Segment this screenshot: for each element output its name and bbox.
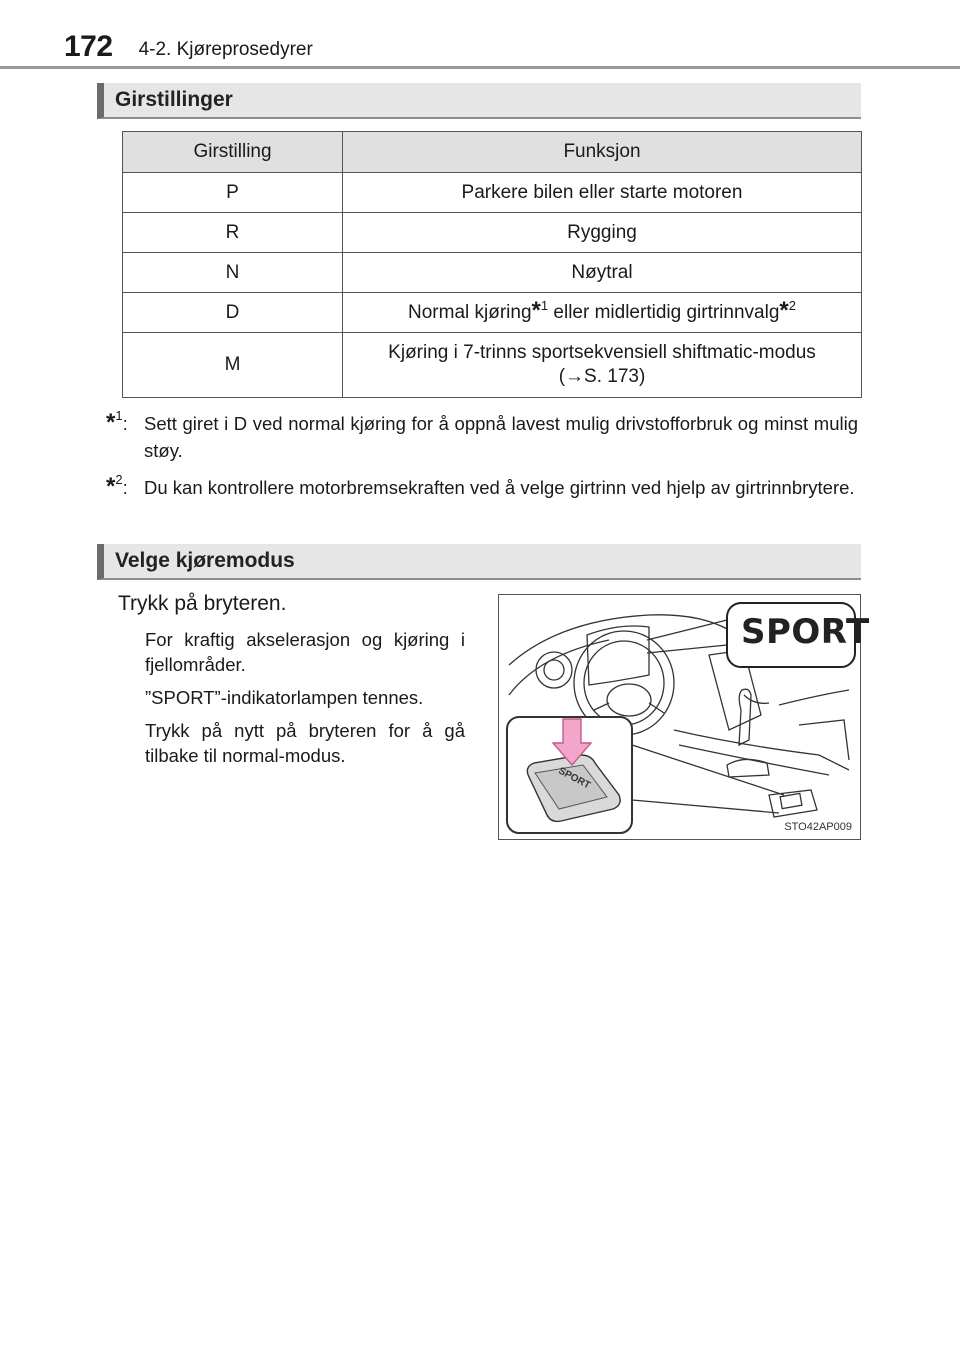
table-row <box>123 293 862 333</box>
table-row <box>123 253 862 293</box>
gear-position-cell: R <box>123 213 343 253</box>
section-header-drive-mode <box>97 544 861 580</box>
gear-function-cell: Rygging <box>343 213 862 253</box>
sport-indicator-label: SPORT <box>741 612 870 652</box>
instruction-text: Trykk på bryteren. <box>118 592 287 615</box>
function-text: eller midlertidig girtrinnvalg <box>548 301 780 323</box>
footnote-star: * <box>531 296 541 324</box>
table-row <box>123 333 862 398</box>
gear-function-cell <box>343 293 862 333</box>
footnote <box>106 410 858 464</box>
gear-positions-table <box>122 131 862 398</box>
footnote <box>106 474 858 501</box>
gear-function-cell: Parkere bilen eller starte motoren <box>343 173 862 213</box>
footnote-text: Du kan kontrollere motorbremsekraften ved å velge girtrinn ved hjelp av girtrinnbrytere. <box>144 477 855 498</box>
footnote-ref[interactable]: 1 <box>540 297 549 313</box>
figure-code: STO42AP009 <box>784 821 852 833</box>
footnote-ref[interactable]: 2 <box>788 297 796 313</box>
sport-button-label: SPORT <box>556 765 593 792</box>
footnote-marker: *$^2$: <box>106 472 128 500</box>
chapter-title: 4-2. Kjøreprosedyrer <box>138 39 313 60</box>
page-reference-link[interactable]: (→S. 173) <box>558 366 646 387</box>
function-text: Kjøring i 7-trinns sportsekvensiell shiftmatic-modus <box>388 342 816 363</box>
footnote-text: Sett giret i D ved normal kjøring for å oppnå lavest mulig drivstofforbruk og minst mulig støy. <box>144 413 858 461</box>
paragraph: Trykk på nytt på bryteren for å gå tilbake til normal-modus. <box>145 720 465 766</box>
gear-function-cell: Nøytral <box>343 253 862 293</box>
table-header-row <box>123 132 862 173</box>
section-header-gear-positions <box>97 83 861 119</box>
column-header-gear: Girstilling <box>123 132 343 173</box>
table-row <box>123 173 862 213</box>
section-title: Girstillinger <box>115 88 233 111</box>
gear-position-cell: N <box>123 253 343 293</box>
gear-position-cell: D <box>123 293 343 333</box>
footnote-marker: *$^1$: <box>106 408 128 436</box>
page-number: 172 <box>64 30 113 63</box>
paragraph: For kraftig akselerasjon og kjøring i fjellområder. <box>145 629 465 675</box>
gear-position-cell: P <box>123 173 343 213</box>
header-divider <box>0 66 960 69</box>
gear-position-cell: M <box>123 333 343 398</box>
page-header <box>64 18 313 62</box>
footnote-star: * <box>779 296 789 324</box>
table-row <box>123 213 862 253</box>
section-title: Velge kjøremodus <box>115 549 295 572</box>
gear-function-cell <box>343 333 862 398</box>
function-text: Normal kjøring <box>408 301 532 323</box>
column-header-function: Funksjon <box>343 132 862 173</box>
paragraph: ”SPORT”-indikatorlampen tennes. <box>145 687 424 708</box>
